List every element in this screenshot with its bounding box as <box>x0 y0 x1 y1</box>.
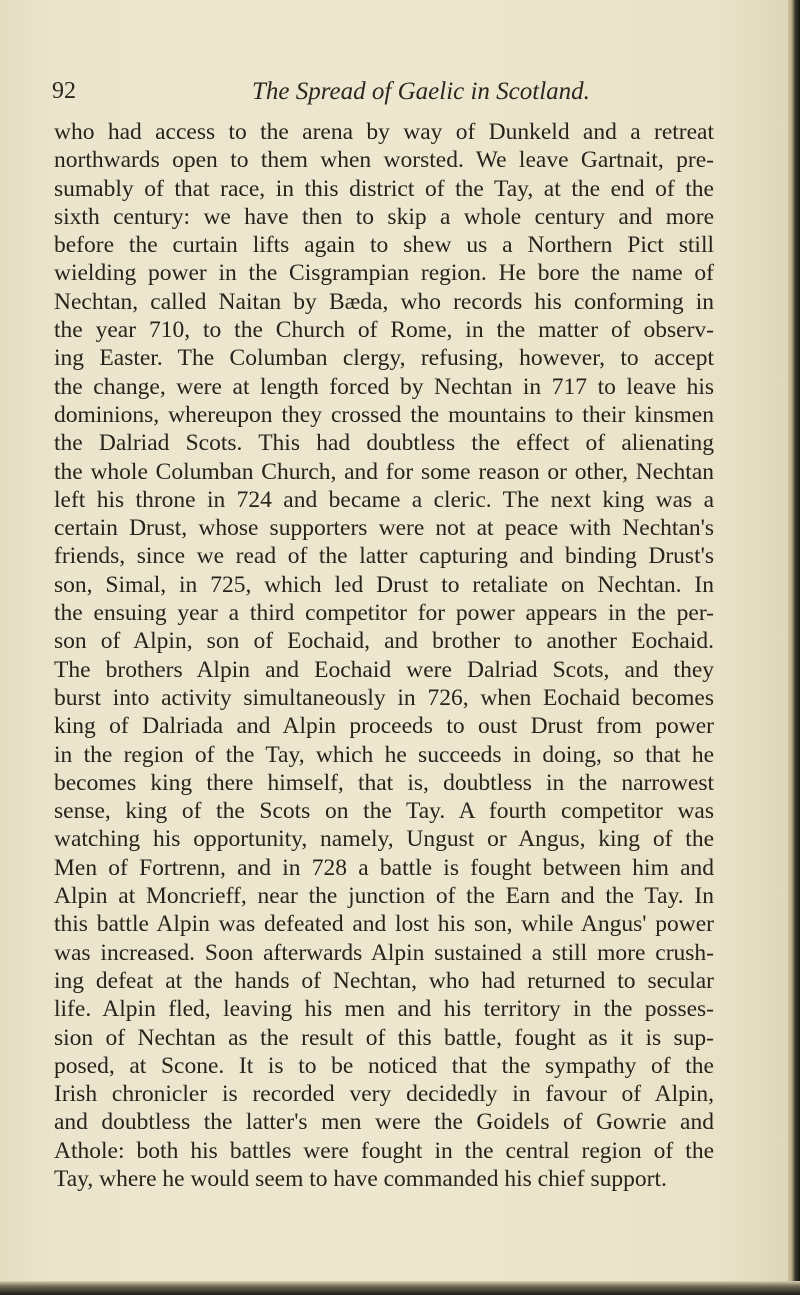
text-line: becomes king there himself, that is, doubtless in the narrowest <box>54 769 714 796</box>
page-header <box>52 78 752 112</box>
text-line: the Dalriad Scots. This had doubtless the effect of alienating <box>54 430 714 457</box>
text-line: in the region of the Tay, which he succeeds in doing, so that he <box>54 741 714 768</box>
text-line: sion of Nechtan as the result of this battle, fought as it is sup- <box>54 1024 714 1051</box>
text-line: Athole: both his battles were fought in the central region of the <box>54 1137 714 1164</box>
text-line: northwards open to them when worsted. We leave Gartnait, pre- <box>54 147 714 174</box>
text-line: the whole Columban Church, and for some reason or other, Nechtan <box>54 458 714 485</box>
text-line: burst into activity simultaneously in 726, when Eochaid becomes <box>54 684 714 711</box>
text-line: sixth century: we have then to skip a whole century and more <box>54 203 714 230</box>
text-line: son of Alpin, son of Eochaid, and brother to another Eochaid. <box>54 628 714 655</box>
text-line: ing defeat at the hands of Nechtan, who had returned to secular <box>54 967 714 994</box>
running-title: The Spread of Gaelic in Scotland. <box>252 78 590 105</box>
text-line: watching his opportunity, namely, Ungust or Angus, king of the <box>54 826 714 853</box>
page-edge-shadow <box>788 0 800 1295</box>
text-line: Alpin at Moncrieff, near the junction of the Earn and the Tay. In <box>54 883 714 910</box>
text-line: the year 710, to the Church of Rome, in the matter of observ- <box>54 317 714 344</box>
text-line: this battle Alpin was defeated and lost his son, while Angus' power <box>54 911 714 938</box>
page-bottom-shadow <box>0 1281 800 1295</box>
text-line: friends, since we read of the latter capturing and binding Drust's <box>54 543 714 570</box>
text-line: the change, were at length forced by Nechtan in 717 to leave his <box>54 373 714 400</box>
text-line: left his throne in 724 and became a cleric. The next king was a <box>54 486 714 513</box>
text-line: wielding power in the Cisgrampian region. He bore the name of <box>54 260 714 287</box>
text-line: Tay, where he would seem to have commanded his chief support. <box>54 1165 667 1192</box>
text-line: certain Drust, whose supporters were not at peace with Nechtan's <box>54 515 714 542</box>
text-line: ing Easter. The Columban clergy, refusing, however, to accept <box>54 345 714 372</box>
text-line: dominions, whereupon they crossed the mountains to their kinsmen <box>54 401 714 428</box>
text-line: sumably of that race, in this district of the Tay, at the end of the <box>54 175 714 202</box>
page-number: 92 <box>52 78 76 104</box>
text-line: the ensuing year a third competitor for power appears in the per- <box>54 600 714 627</box>
text-line: Nechtan, called Naitan by Bæda, who records his conforming in <box>54 288 714 315</box>
text-line: who had access to the arena by way of Dunkeld and a retreat <box>54 119 714 145</box>
text-line: Men of Fortrenn, and in 728 a battle is fought between him and <box>54 854 714 881</box>
body-text <box>54 118 714 1193</box>
text-line: and doubtless the latter's men were the Goidels of Gowrie and <box>54 1109 714 1136</box>
text-line: The brothers Alpin and Eochaid were Dalriad Scots, and they <box>54 656 714 683</box>
text-line: king of Dalriada and Alpin proceeds to oust Drust from power <box>54 713 714 740</box>
text-line: before the curtain lifts again to shew us a Northern Pict still <box>54 232 714 259</box>
text-line: Irish chronicler is recorded very decidedly in favour of Alpin, <box>54 1081 714 1108</box>
text-line: was increased. Soon afterwards Alpin sustained a still more crush- <box>54 939 714 966</box>
text-line: posed, at Scone. It is to be noticed that the sympathy of the <box>54 1052 714 1079</box>
text-line: life. Alpin fled, leaving his men and his territory in the posses- <box>54 996 714 1023</box>
text-line: son, Simal, in 725, which led Drust to retaliate on Nechtan. In <box>54 571 714 598</box>
text-line: sense, king of the Scots on the Tay. A fourth competitor was <box>54 798 714 825</box>
